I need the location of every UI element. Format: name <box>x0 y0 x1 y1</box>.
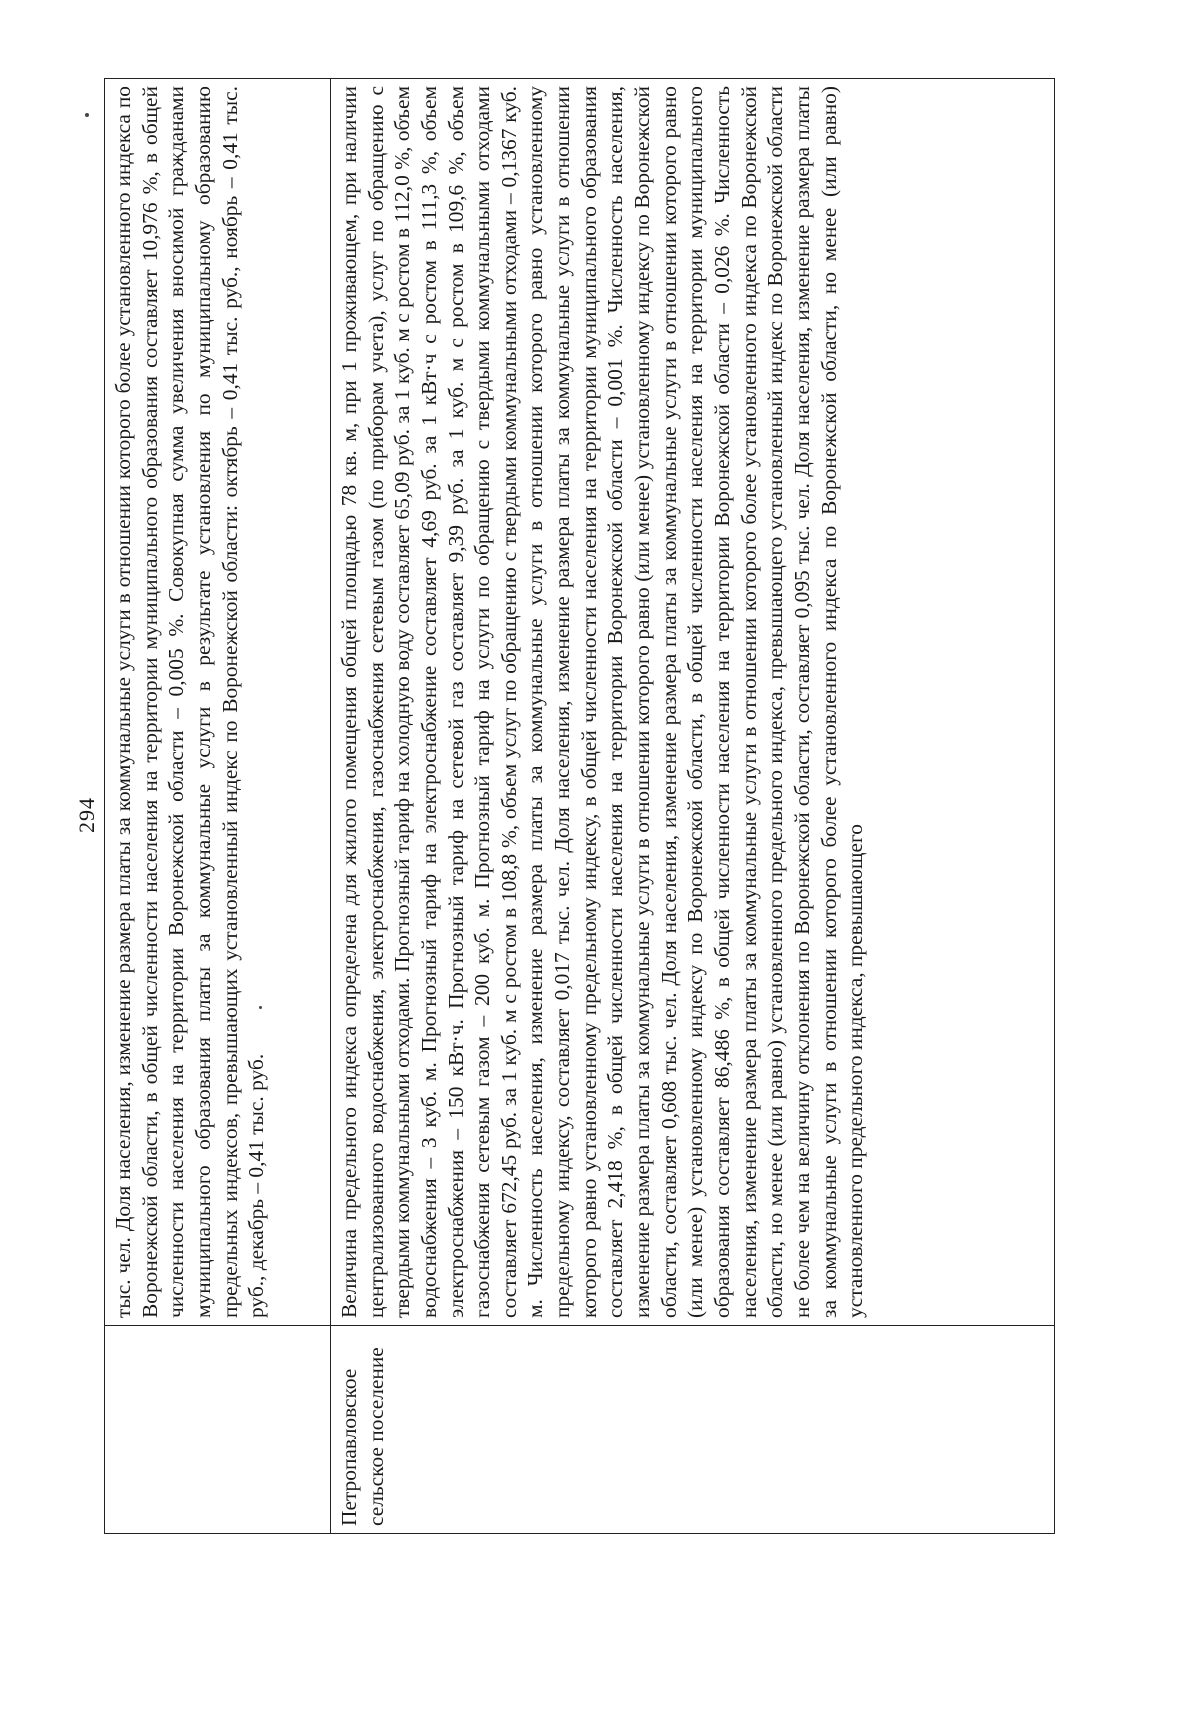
tariff-index-table <box>104 78 1055 1534</box>
municipality-cell: Петропавловское сельское поселение <box>331 1326 1055 1534</box>
scan-speck <box>85 113 89 117</box>
rotated-table-wrapper <box>104 78 1054 1534</box>
table-row <box>105 79 331 1534</box>
table-row <box>331 79 1055 1534</box>
description-cell: тыс. чел. Доля населения, изменение размера платы за коммунальные услуги в отношении которого более установленного индекса по Воронежской области, в общей численности населения на территории муниципального образования составляет 10,976 %, в общей численности населения на территории Воронежской области – 0,005 %. Совокупная сумма увеличения вносимой гражданами муниципального образования платы за коммунальные услуги в результате установления по муниципальному образованию предельных индексов, превышающих установленный индекс по Воронежской области: октябрь – 0,41 тыс. руб., ноябрь – 0,41 тыс. руб., декабрь – 0,41 тыс. руб. <box>105 79 331 1326</box>
description-cell: Величина предельного индекса определена для жилого помещения общей площадью 78 кв. м, при 1 проживающем, при наличии централизованного водоснабжения, электроснабжения, газоснабжения сетевым газом (по приборам учета), услуг по обращению с твердыми коммунальными отходами. Прогнозный тариф на холодную воду составляет 65,09 руб. за 1 куб. м с ростом в 112,0 %, объем водоснабжения – 3 куб. м. Прогнозный тариф на электроснабжение составляет 4,69 руб. за 1 кВт·ч с ростом в 111,3 %, объем электроснабжения – 150 кВт·ч. Прогнозный тариф на сетевой газ составляет 9,39 руб. за 1 куб. м с ростом в 109,6 %, объем газоснабжения сетевым газом – 200 куб. м. Прогнозный тариф на услуги по обращению с твердыми коммунальными отходами составляет 672,45 руб. за 1 куб. м с ростом в 108,8 %, объем услуг по обращению с твердыми коммунальными отходами – 0,1367 куб. м. Численность населения, изменение размера платы за коммунальные услуги в отношении которого равно установленному предельному индексу, составляет 0,017 тыс. чел. Доля населения, изменение размера платы за коммунальные услуги в отношении которого равно установленному предельному индексу, в общей численности населения на территории муниципального образования составляет 2,418 %, в общей численности населения на территории Воронежской области – 0,001 %. Численность населения, изменение размера платы за коммунальные услуги в отношении которого равно (или менее) установленному индексу по Воронежской области, составляет 0,608 тыс. чел. Доля населения, изменение размера платы за коммунальные услуги в отношении которого равно (или менее) установленному индексу по Воронежской области, в общей численности населения на территории муниципального образования составляет 86,486 %, в общей численности населения на территории Воронежской области – 0,026 %. Численность населения, изменение размера платы за коммунальные услуги в отношении которого более установленного индекса по Воронежской области, но менее (или равно) установленного предельного индекса, превышающего установленный индекс по Воронежской области не более чем на величину отклонения по Воронежской области, составляет 0,095 тыс. чел. Доля населения, изменение размера платы за коммунальные услуги в отношении которого более установленного индекса по Воронежской области, но менее (или равно) установленного предельного индекса, превышающего <box>331 79 1055 1326</box>
page-number: 294 <box>74 797 99 833</box>
municipality-cell <box>105 1326 331 1534</box>
